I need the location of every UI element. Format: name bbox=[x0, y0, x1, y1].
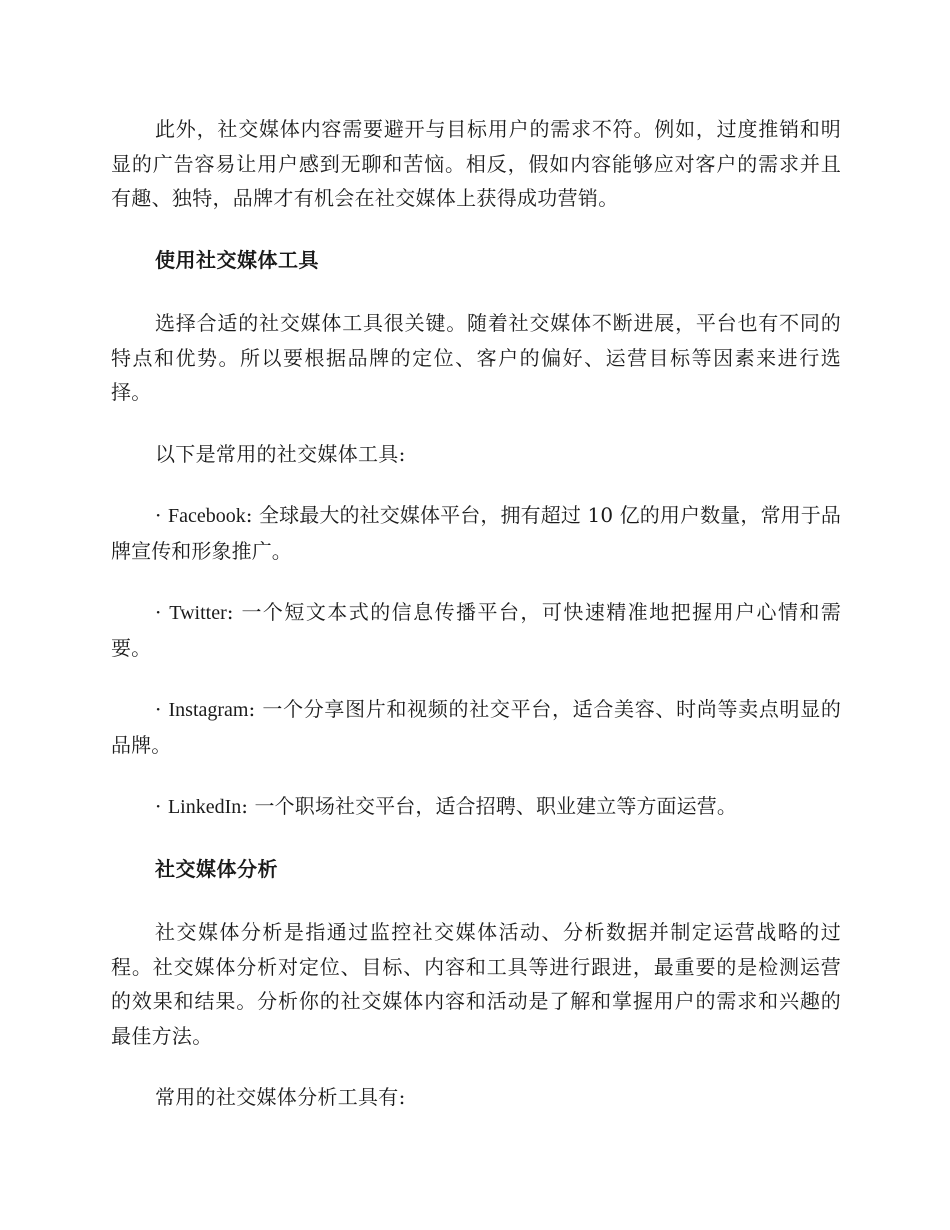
section-heading-analysis: 社交媒体分析 bbox=[155, 856, 278, 881]
section-heading-tools: 使用社交媒体工具 bbox=[155, 247, 319, 272]
paragraph-tools-intro: 以下是常用的社交媒体工具: bbox=[155, 441, 406, 466]
tool-description: : 一个短文本式的信息传播平台，可快速精准地把握用户心情和需要。 bbox=[111, 600, 841, 660]
tool-description: : 全球最大的社交媒体平台，拥有超过 10 亿的用户数量，常用于品牌宣传和形象推广。 bbox=[111, 503, 841, 563]
bullet: · bbox=[155, 697, 162, 721]
document-page bbox=[111, 112, 841, 1142]
list-item-facebook bbox=[111, 498, 841, 568]
tool-description: : 一个分享图片和视频的社交平台，适合美容、时尚等卖点明显的品牌。 bbox=[111, 697, 841, 757]
paragraph-analysis-tools-intro: 常用的社交媒体分析工具有: bbox=[155, 1085, 406, 1109]
tool-description: : 一个职场社交平台，适合招聘、职业建立等方面运营。 bbox=[241, 794, 737, 818]
list-item-instagram bbox=[111, 692, 841, 762]
tool-name: Instagram bbox=[168, 699, 249, 721]
bullet: · bbox=[155, 503, 162, 527]
tool-name: Facebook bbox=[167, 505, 246, 527]
tool-name: LinkedIn bbox=[167, 796, 242, 818]
tool-name: Twitter bbox=[169, 602, 227, 624]
paragraph-intro: 此外，社交媒体内容需要避开与目标用户的需求不符。例如，过度推销和明显的广告容易让用户感到无聊和苦恼。相反，假如内容能够应对客户的需求并且有趣、独特，品牌才有机会在社交媒体上获得成功营销。 bbox=[111, 117, 841, 210]
list-item-twitter bbox=[111, 595, 841, 665]
paragraph-analysis: 社交媒体分析是指通过监控社交媒体活动、分析数据并制定运营战略的过程。社交媒体分析对定位、目标、内容和工具等进行跟进，最重要的是检测运营的效果和结果。分析你的社交媒体内容和活动是了解和掌握用户的需求和兴趣的最佳方法。 bbox=[111, 920, 841, 1048]
list-item-linkedin bbox=[111, 789, 841, 825]
paragraph-choose-tools: 选择合适的社交媒体工具很关键。随着社交媒体不断进展，平台也有不同的特点和优势。所以要根据品牌的定位、客户的偏好、运营目标等因素来进行选择。 bbox=[111, 311, 841, 404]
bullet: · bbox=[155, 794, 162, 818]
bullet: · bbox=[155, 600, 162, 624]
